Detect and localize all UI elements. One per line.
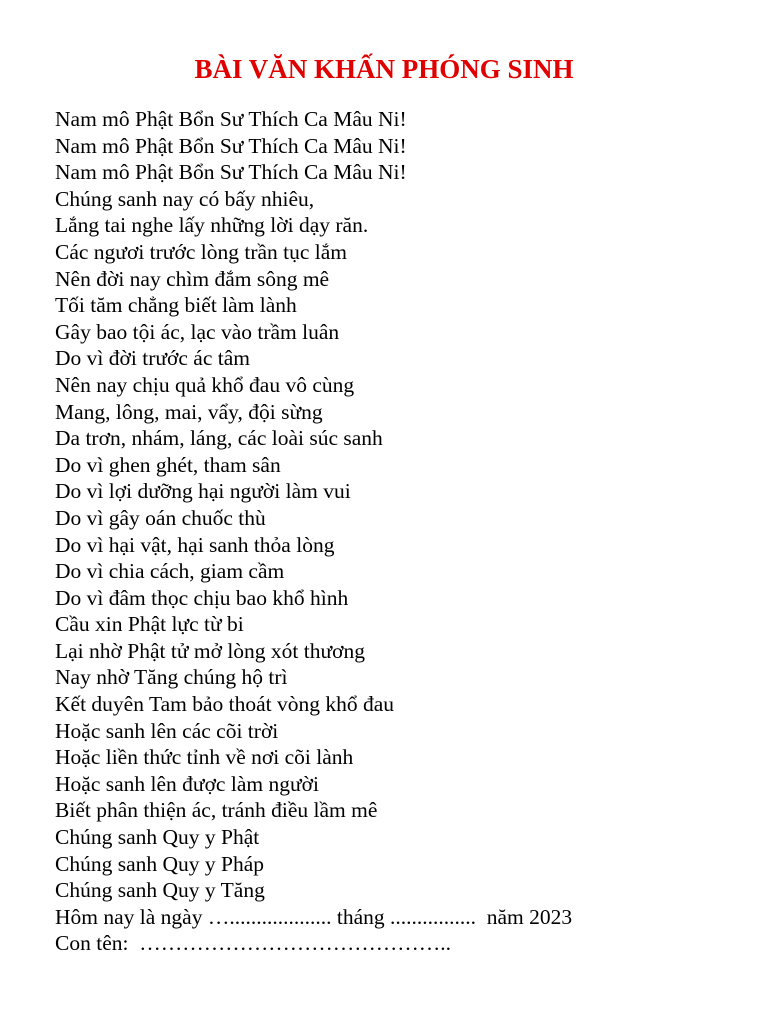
document-title: BÀI VĂN KHẤN PHÓNG SINH bbox=[194, 54, 574, 84]
text-line: Nay nhờ Tăng chúng hộ trì bbox=[55, 665, 288, 690]
text-line: Do vì hại vật, hại sanh thỏa lòng bbox=[55, 532, 335, 557]
refuge-dharma-line: Chúng sanh Quy y Pháp bbox=[55, 851, 265, 876]
text-line: Nam mô Phật Bổn Sư Thích Ca Mâu Ni! bbox=[55, 133, 407, 158]
text-line: Lắng tai nghe lấy những lời dạy răn. bbox=[55, 213, 369, 238]
text-line: Hoặc liền thức tỉnh về nơi cõi lành bbox=[55, 745, 354, 770]
text-line: Do vì đời trước ác tâm bbox=[55, 346, 250, 371]
name-line: Con tên: …………………………………….. bbox=[55, 931, 451, 956]
text-line: Do vì gây oán chuốc thù bbox=[55, 505, 266, 530]
text-line: Lại nhờ Phật tử mở lòng xót thương bbox=[55, 638, 366, 663]
prayer-text bbox=[55, 106, 755, 957]
text-line: Các ngươi trước lòng trần tục lắm bbox=[55, 239, 348, 264]
text-line: Cầu xin Phật lực từ bi bbox=[55, 612, 244, 637]
refuge-buddha-line: Chúng sanh Quy y Phật bbox=[55, 825, 260, 850]
text-line: Chúng sanh nay có bấy nhiêu, bbox=[55, 186, 315, 211]
text-line: Tối tăm chẳng biết làm lành bbox=[55, 293, 297, 318]
text-line: Nên đời nay chìm đắm sông mê bbox=[55, 266, 330, 291]
text-line: Do vì đâm thọc chịu bao khổ hình bbox=[55, 585, 349, 610]
date-line: Hôm nay là ngày …................... tháng ................ năm 2023 bbox=[55, 904, 573, 929]
text-line: Do vì chia cách, giam cầm bbox=[55, 559, 285, 584]
text-line: Da trơn, nhám, láng, các loài súc sanh bbox=[55, 426, 383, 451]
text-line: Hoặc sanh lên các cõi trời bbox=[55, 718, 279, 743]
text-line: Mang, lông, mai, vẩy, đội sừng bbox=[55, 399, 323, 424]
text-line: Kết duyên Tam bảo thoát vòng khổ đau bbox=[55, 692, 395, 717]
text-line: Biết phân thiện ác, tránh điều lầm mê bbox=[55, 798, 378, 823]
text-line: Do vì lợi dưỡng hại người làm vui bbox=[55, 479, 351, 504]
text-line: Gây bao tội ác, lạc vào trầm luân bbox=[55, 319, 340, 344]
text-line: Nên nay chịu quả khổ đau vô cùng bbox=[55, 372, 355, 397]
text-line: Nam mô Phật Bổn Sư Thích Ca Mâu Ni! bbox=[55, 107, 407, 131]
refuge-sangha-line: Chúng sanh Quy y Tăng bbox=[55, 878, 265, 903]
text-line: Nam mô Phật Bổn Sư Thích Ca Mâu Ni! bbox=[55, 160, 407, 185]
text-line: Hoặc sanh lên được làm người bbox=[55, 771, 319, 796]
text-line: Do vì ghen ghét, tham sân bbox=[55, 452, 281, 477]
